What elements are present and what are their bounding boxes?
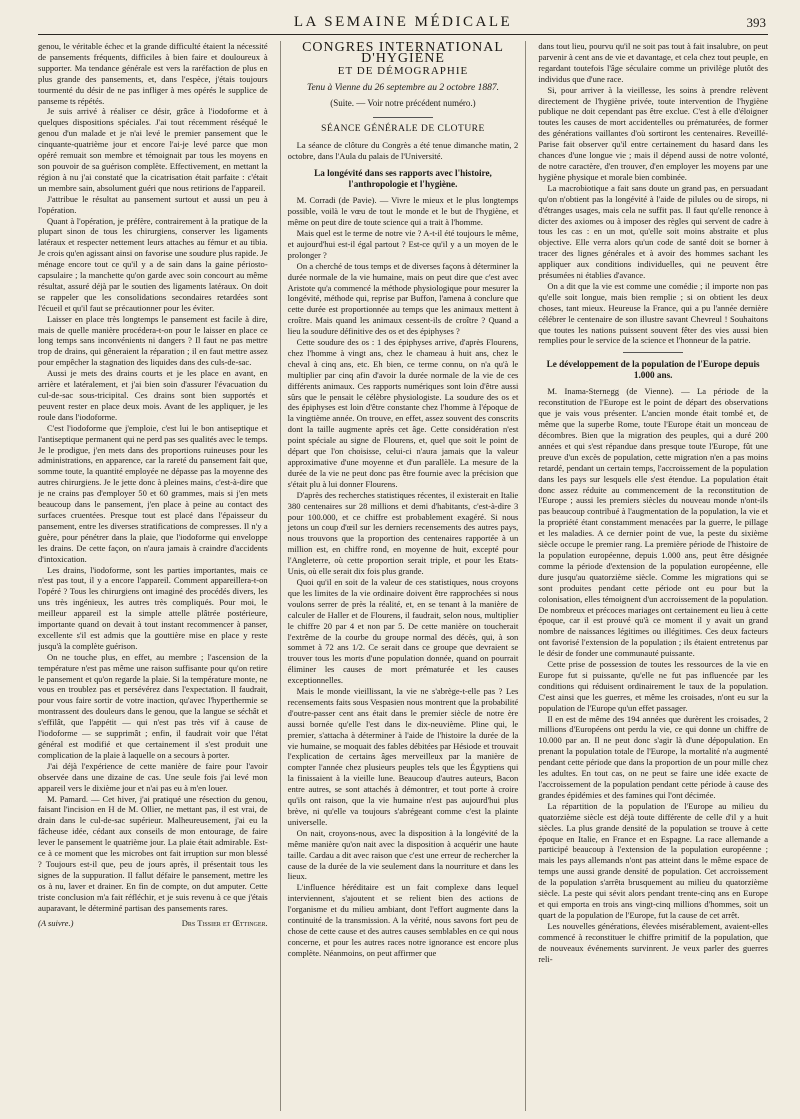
authors: Drs Tissier et Œttinger. (181, 917, 268, 928)
section-heading: SÉANCE GÉNÉRALE DE CLOTURE (321, 123, 485, 134)
intro-paragraph: La séance de clôture du Congrès a été tenue dimanche matin, 2 octobre, dans l'Aula du palais de l'Université. (287, 140, 519, 162)
right-paragraph: Cette prise de possession de toutes les ressources de la vie en Europe fut si puissante, qu'elle ne fut pas influencée par les conditions qui réduisent ordinairement le taux de la population. C'est ainsi que les guerres, et même les croisades, n'ont eu sur la population de l'Europe qu'un effet passager. (538, 659, 768, 713)
topic-heading: Le développement de la population de l'Europe depuis 1.000 ans. (546, 359, 760, 381)
page-number: 393 (746, 15, 766, 30)
middle-paragraph: D'après des recherches statistiques récentes, il existerait en Italie 380 centenaires sur 28 millions et demi d'habitants, c'est-à-dire 3 pour 100.000, et ce chiffre est probablement exagéré. Si nous jetons un coup d'œil sur les derniers recensements des autres pays, nous trouvons que la proportion des centenaires rapportée à un million est, en chiffre rond, en moyenne de huit, excepté pour l'Angleterre, où cette proportion serait triple, et pour les Etats-Unis, où elle serait dix fois plus grande. (287, 489, 519, 577)
right-paragraph: La macrobiotique a fait sans doute un grand pas, en persuadant qu'on n'obtient pas la longévité à l'aide de pilules ou de sirops, ni d'étranges usages, mais cela ne suffit pas. Il faut qu'elle renonce à dicter des axiomes ou à imposer des règles qui servent de cadre à tous les cas : en un mot, qu'elle soit moins abstraite et plus objective. Elle verra alors qu'un code de santé doit se borner à tracer des lignes générales et à avoir des hommes sachant les appliquer aux conditions individuelles, qui ne peuvent être présumées ni établies d'avance. (538, 182, 768, 281)
left-paragraph: On ne touche plus, en effet, au membre ; l'ascension de la température n'est pas même une raison suffisante pour qu'on retire le pansement et qu'on regarde la plaie. Si la température monte, ne vous en troublez pas et persévérez dans l'expectation. Il faudrait, pour vous faire sortir de votre inaction, qu'avec l'hyperthermie se montrassent des douleurs dans le genou, que la langue se séchât et s'effilât, que l'appétit — qui n'est pas très vif à cause de l'iodoforme — se supprimât ; enfin, il faudrait voir que l'état général est modifié et que certainement il s'est produit une complication de la plaie à laquelle on a secours à porter. (38, 651, 268, 760)
divider (373, 117, 433, 118)
congress-dateline: Tenu à Vienne du 26 septembre au 2 octobre 1887. (307, 82, 499, 93)
right-paragraph: On a dit que la vie est comme une comédie ; il importe non pas qu'elle soit longue, mais bien remplie ; si on obtient les deux choses, tant mieux. Heureuse la France, qui a pu l'année dernière célébrer le centenaire de son illustre savant Chevreul ! Souhaitons que toutes les nations puissent souvent fêter des vies aussi bien remplies pour le service de la science et l'honneur de la patrie. (538, 280, 768, 346)
journal-title: LA SEMAINE MÉDICALE (293, 13, 513, 30)
left-paragraph: Quant à l'opération, je préfère, contrairement à la pratique de la plupart sinon de tous les chirurgiens, conserver les ligaments latéraux et respecter nettement leurs attaches au fémur et au tibia. Je crois qu'en agissant ainsi on favorise une soudure plus rapide. Je ménage encore tout ce qu'il y a de sain dans la gaine périosto-capsulaire ; la manchette qu'on garde avec soin concourt au même résultat, assuré déjà par le soutien des ligaments latéraux. On doit se rappeler que les consolidations secondaires retardées sont l'écueil et qu'il faut se précautionner pour les éviter. (38, 215, 268, 313)
right-paragraph: M. Inama-Sternegg (de Vienne). — La période de la reconstitution de l'Europe est le point de départ des observations que je vais vous présenter. L'ancien monde était tombé et, de même que la superbe Rome, toute l'Europe était un monceau de décombres. Bien que la migration des peuples, qui a duré 200 années et qui s'est répandue dans presque toute l'Europe, fût une preuve d'un excès de population, cette migration n'en a pas moins retardé, pendant un certain temps, l'accroissement de la population dans les pays sur lesquels elle s'est étendue. La population était donc assez réduite au commencement de la reconstitution de l'Europe ; aussi les premiers siècles du nouveau monde n'ont-ils pas beaucoup contribué à l'augmentation de la population, la vie et la propriété étant constamment menacées par la guerre, le pillage et les maladies. A ce dernier point de vue, la peste du sixième siècle occupe le premier rang. La première période de l'histoire de la population européenne, depuis 1.000 ans, peut être désignée comme la période d'extension de la population européenne, elle dure jusqu'au quatorzième siècle. Comme les migrations qui se sont produites pendant cette période ont eu pour but la colonisation, elles témoignent d'un accroissement de la population. De nombreux et précoces mariages ont certainement eu lieu à cette époque, car il est prouvé qu'à ce moment il y avait un grand nombre de naissances légitimes ou illégitimes. Ces deux facteurs ont favorisé l'extension de la population ; ils étaient entretenus par le désir de fonder une communauté puissante. (538, 386, 768, 659)
left-paragraph: Aussi je mets des drains courts et je les place en avant, en arrière et latéralement, et j'ai bien soin d'assurer l'évacuation du cul-de-sac sous-tricipital. Ces drains sont bien supportés et peuvent rester en place deux mois. Avant de les appliquer, je les roule dans l'iodoforme. (38, 368, 268, 422)
masthead (38, 10, 768, 35)
middle-paragraph: Cette soudure des os : 1 des épiphyses arrive, d'après Flourens, chez l'homme à vingt ans, chez le chameau à huit ans, chez le cheval à cinq ans, etc. Eh bien, ce terme connu, on n'a qu'à le multiplier par cinq afin d'avoir la durée normale de la vie de ces différents animaux. Ces rapports numériques sont loin d'être aussi sûrs que le pensait le célèbre physiologiste. La soudure des os et des épiphyses est loin d'être constante chez l'homme à l'époque de la vingtième année. On trouve, en effet, assez souvent des conscrits dont la taille augmente après cet âge. Cette considération n'est point spéciale au signe de Flourens, et, quel que soit le point de départ que l'on choisisse, celui-ci n'aura jamais que la valeur approximative d'une moyenne et d'un parallèle. La mesure de la durée de la vie ne peut donc pas être fournie avec la précision que s'était plu à lui donner Flourens. (287, 337, 519, 489)
middle-paragraph: M. Corradi (de Pavie). — Vivre le mieux et le plus longtemps possible, voilà le vœu de tout le monde et le but de l'hygiène, et même on peut dire de toute science qui a trait à l'homme. (287, 195, 519, 228)
right-paragraph: Il en est de même des 194 années que durèrent les croisades, 2 millions d'Européens ont perdu la vie, ce qui donne un chiffre de 10.000 par an. Il ne peut donc s'agir là d'une dépopulation. En prenant la population totale de l'Europe, la mortalité n'a augmenté pendant cette période que dans la proportion de un pour mille chez les adultes. En tout cas, on ne peut se faire une idée exacte de l'accroissement de la population pendant cette période à cause des grandes épidémies et des famines qui l'ont décimée. (538, 713, 768, 800)
left-paragraph: genou, le véritable échec et la grande difficulté étaient la nécessité de pansements fréquents, difficiles à bien faire et douloureux à supporter. Ma tendance générale est vers la raréfaction de plus en plus grande des pansements, et, dans l'espèce, j'étais toujours tourmenté du désir de ne pas infliger à mes opérés le supplice de panseme ts répétés. (38, 41, 268, 106)
continuation-note: (A suivre.) (38, 917, 74, 928)
left-paragraph: J'ai déjà l'expérience de cette manière de faire pour l'avoir observée dans une dizaine de cas. Une seule fois j'ai levé mon appareil vers le dixième jour et n'ai pas eu à m'en louer. (38, 760, 268, 793)
left-paragraph: Je suis arrivé à réaliser ce désir, grâce à l'iodoforme et à quelques dispositions spéciales. J'ai tout récemment réséqué le genou d'un malade et je n'ai levé le premier pansement que le cinquante-quatrième jour et encore l'ai-je levé parce que mon opéré remuait son membre et témoignait par tous les moyens en son pouvoir de sa guérison complète. Effectivement, en mettant la région à nu j'ai constaté que la cicatrisation était parfaite : c'était un membre sain, absolument guéri que nous retirions de l'appareil. (38, 106, 268, 193)
congress-title: CONGRÈS INTERNATIONAL D'HYGIÈNE (302, 41, 504, 66)
right-column (538, 41, 768, 1111)
topic-heading: La longévité dans ses rapports avec l'histoire, l'anthropologie et l'hygiène. (314, 168, 492, 190)
columns (38, 41, 768, 1111)
middle-paragraph: On a cherché de tous temps et de diverses façons à déterminer la durée normale de la vie humaine, mais on peut dire que c'est avec Aristote qu'a commencé la méthode physiologique pour mesurer la longévité, méthode qui, reprise par Buffon, l'amena à conclure que cette durée est proportionnée au temps que les animaux mettent à croître. Mais quand les animaux cessent-ils de croître ? Quand a lieu la soudure définitive des os et des épiphyses ? (287, 260, 519, 337)
middle-paragraph: Quoi qu'il en soit de la valeur de ces statistiques, nous croyons que les limites de la vie ordinaire doivent être rapprochées si nous voulons serrer de près la réalité, et, en se tenant à la manière de calculer de Haller et de Flourens, il faudrait, selon nous, multiplier le chiffre 20 par 4 et non par 5. De cette manière on toucherait l'extrême de la courbe du groupe normal des décès, qui, à son sommet à 72 ans 1/2. Ce serait dans ce groupe que devraient se trouver tous les morts d'une population donnée, quand on pourrait éliminer les causes de mort prématurée et les causes exceptionnelles. (287, 576, 519, 686)
left-paragraph: C'est l'iodoforme que j'emploie, c'est lui le bon antiseptique et l'antiseptique permanent qui ne perd pas ses qualités avec le temps. Je le prodigue, j'en mets dans des proportions ruineuses pour les administrations, en apparence, car la rareté du pansement fait que, somme toute, la quantité employée ne dépasse pas la moyenne des autres chirurgiens. Je le jette donc à pleines mains, c'est-à-dire que je ne crains pas d'employer 50 et 60 grammes, mais si j'en mets beaucoup dans le pansement, j'en place à peine au contact des surfaces cruentées. Presque tout est placé dans l'épaisseur du pansement, entre les diverses stratifications de compresses. Il n'y a guère, pour pénétrer dans la plaie, que l'iodoforme qui enveloppe les drains. De cette façon, on n'aura jamais à craindre d'accidents d'intoxication. (38, 422, 268, 564)
middle-column (280, 41, 527, 1111)
right-paragraph: Si, pour arriver à la vieillesse, les soins à prendre relèvent directement de l'hygiène privée, toute intervention de l'hygiène publique ne doit cependant pas être exclue. C'est à elle d'éloigner toutes les causes de mort accidentelles ou prématurées, de former des générations vaillantes d'où sortiront les centenaires. Reveillé-Parise fait observer qu'il entre certainement du hasard dans les chances d'une longue vie ; mais il dépend aussi de notre volonté, de notre caractère, d'en trouver, d'en employer les moyens par une hygiène physique et morale bien combinée. (538, 84, 768, 182)
middle-paragraph: On nait, croyons-nous, avec la disposition à la longévité de la même manière qu'on nait avec la disposition à acquérir une haute taille. Cardau a dit avec raison que c'est une erreur de rechercher la cause de la durée de la vie seulement dans la nourriture et dans les lieux. (287, 827, 519, 882)
left-column (38, 41, 268, 1111)
divider (623, 352, 683, 353)
middle-paragraph: L'influence héréditaire est un fait complexe dans lequel interviennent, s'ajoutent et se relient bien des actions de l'organisme et du milieu ambiant, dont l'effort augmente dans la continuité de la transmission. A la vérité, nous savons fort peu de chose de cette cause et des autres causes semblables en ce qui nous concerne, et pour les autres races notre ignorance est encore plus complète. Néanmoins, on peut affirmer que (287, 882, 519, 958)
left-paragraph: Laisser en place très longtemps le pansement est facile à dire, mais de quelle manière procédera-t-on pour le laisser en place ce long temps sans inconvénients ni dangers ? Il faut ne pas mettre trop de drains, qui gêneraient la réparation ; il en faut mettre assez pour empêcher la stagnation des liquides dans des culs-de-sac. (38, 313, 268, 368)
congress-subtitle: ET DE DÉMOGRAPHIE (337, 64, 469, 77)
left-paragraph: J'attribue le résultat au pansement surtout et aussi un peu à l'opération. (38, 193, 268, 215)
middle-paragraph: Mais le monde vieillissant, la vie ne s'abrège-t-elle pas ? Les recensements faits sous Vespasien nous montrent que la probabilité d'outre-passer cent ans était dans le premier siècle de notre ère aussi bornée qu'elle l'est dans le dix-neuvième. Pline qui, le premier, s'attacha à déterminer à l'aide de l'histoire la durée de la vie humaine, se moquait des fables débitées par Hésiode et trouvait l'explication de certains âges merveilleux par la manière de compter l'année chez plusieurs peuples tels que les Égyptiens qui la finissaient à la vieille lune. Beaucoup d'autres auteurs, Bacon entre autres, se sont attachés à démontrer, et tout porte à croire qu'ils ont raison, que la vie humaine n'est pas aujourd'hui plus brève, ni qu'elle va toujours s'abrégeant comme c'est la plainte universelle. (287, 686, 519, 827)
right-paragraph: La répartition de la population de l'Europe au milieu du quatorzième siècle est déjà toute différente de celle d'il y a huit siècles. La plus grande densité de la population se trouve à cette époque en Italie, en France et en Espagne. La race allemande a participé beaucoup à l'extension de la population européenne ; mais les pays allemands n'ont pas atteint dans le même espace de temps une aussi grande densité de population. Cet accroissement de la population s'arrêta brusquement au milieu du quatorzième siècle. La peste qui sévit alors pendant trente-cinq ans en Europe et qui emporta en trois ans vingt-cinq millions d'hommes, soit un quart de la population de l'Europe, fut la cause de cet arrêt. (538, 800, 768, 920)
right-paragraph: dans tout lieu, pourvu qu'il ne soit pas tout à fait insalubre, on peut parvenir à cent ans de vie et davantage, et cela chez tout peuple, en regardant toutefois l'âge séculaire comme un privilège plutôt des individus que d'une race. (538, 41, 768, 84)
left-paragraph: Les drains, l'iodoforme, sont les parties importantes, mais ce n'est pas tout, il y a encore l'appareil. Comment appareillera-t-on l'opéré ? Tous les chirurgiens ont imaginé des procédés divers, les uns très ingénieux, les autres très compliqués. Pour moi, le meilleur appareil est la simple attelle plâtrée postérieure, importante quand on devait à tout instant recommencer à panser, excellente s'il est admis que la gouttière mise en place y reste jusqu'à la complète guérison. (38, 564, 268, 651)
suite-note: (Suite. — Voir notre précédent numéro.) (330, 97, 476, 108)
article-signature (38, 918, 268, 929)
right-paragraph: Les nouvelles générations, élevées misérablement, avaient-elles commencé à reconstituer le chiffre primitif de la population, que de nouveaux événements survinrent. Je veux parler des guerres reli- (538, 920, 768, 964)
left-paragraph: M. Pamard. — Cet hiver, j'ai pratiqué une résection du genou, faisant l'incision en H de M. Ollier, ne mettant pas, il est vrai, de drain dans le cul-de-sac supérieur. Malheureusement, j'ai eu la fâcheuse idée, cédant aux conseils de mon entourage, de faire lever le pansement le quatrième jour. La plaie était admirable. Est-ce à ce moment que les microbes ont fait irruption sur mon blessé ? Toujours est-il que, peu de jours après, il présentait tous les signes de la suppuration. Il fallut défaire le pansement, mettre les os à nu, laver et drainer. En fin de compte, on dut amputer. Cette triste conclusion m'a fait réfléchir, et je suis revenu à ce que j'étais auparavant, le déterminé partisan des pansements rares. (38, 793, 268, 913)
middle-paragraph: Mais quel est le terme de notre vie ? A-t-il été toujours le même, et aujourd'hui est-il égal partout ? Est-ce qu'il y a un moyen de le prolonger ? (287, 227, 519, 260)
